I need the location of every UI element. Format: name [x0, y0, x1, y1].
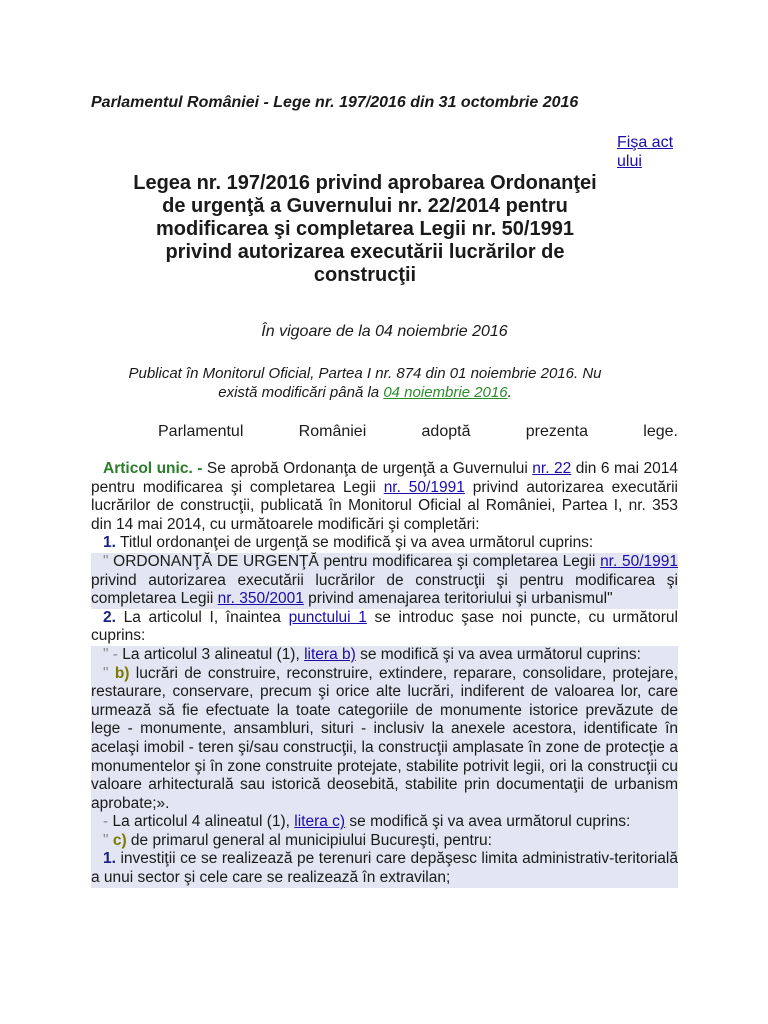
modification-date-link[interactable]: 04 noiembrie 2016	[383, 384, 508, 401]
subpoint-text: La articolul 3 alineatul (1),	[117, 645, 305, 663]
law-350-2001-link[interactable]: nr. 350/2001	[217, 590, 304, 608]
letter-content: lucrări de construire, reconstruire, extindere, reparare, consolidare, protejare, restaurare, conservare, precum şi orice alte lucrări, indiferent de valoarea lor, care urmează să fie efectuate la toate categoriile de monumente istorice prevăzute de lege - monumente, ansambluri, situri - inclusiv la anexele acestora, identificate în acelaşi imobil - teren şi/sau construcţii, la construcţii amplasate în zone de protecţie a monumentelor şi în zone construite protejate, stabilite potrivit legii, ori la construcţii cu valoare arhitecturală sau istorică deosebită, stabilite prin documentaţii de urbanism aprobate;».	[91, 664, 678, 812]
article-intro	[91, 460, 678, 534]
point-text: La articolul I, înaintea	[115, 608, 289, 626]
adopt-word: adoptă	[421, 423, 471, 440]
publication-end: .	[507, 384, 512, 401]
adopt-word: prezenta	[525, 423, 589, 440]
quote-mark: "	[103, 664, 109, 682]
quote-mark: " -	[103, 645, 118, 663]
quote-text: ORDONANŢĂ DE URGENŢĂ pentru modificarea şi completarea Legii	[108, 552, 601, 570]
quote-text: privind amenajarea teritoriului şi urbanismul"	[303, 590, 613, 608]
quoted-title	[91, 553, 678, 609]
letter-label: c)	[108, 831, 127, 849]
in-force-date: În vigoare de la 04 noiembrie 2016	[261, 323, 508, 340]
publication-info	[120, 364, 610, 402]
quote-mark: "	[103, 552, 109, 570]
point-number: 2.	[103, 608, 116, 626]
punctului-1-link[interactable]: punctului 1	[288, 608, 367, 626]
adopt-word: Parlamentul	[158, 423, 244, 440]
letter-c-text	[91, 832, 678, 851]
point-text: Titlul ordonanţei de urgenţă se modifică şi va avea următorul cuprins:	[115, 534, 594, 552]
quote-text: privind autorizarea executării lucrărilor de construcţii şi pentru modificarea şi completarea Legii	[91, 571, 678, 608]
subitem-text: investiţii ce se realizează pe terenuri care depăşesc limita administrativ-teritorială a unui sector şi cele care se realizează în extravilan;	[91, 850, 678, 887]
document-header: Parlamentul României - Lege nr. 197/2016 din 31 octombrie 2016	[91, 94, 579, 111]
article-text: din 6 mai 2014 pentru modificarea şi completarea Legii	[91, 460, 678, 496]
litera-c-link[interactable]: litera c)	[294, 813, 346, 831]
law-50-1991-link[interactable]: nr. 50/1991	[383, 478, 465, 496]
law-50-1991-link[interactable]: nr. 50/1991	[600, 552, 678, 570]
letter-label: b)	[108, 664, 130, 682]
article-text: Se aprobă Ordonanţa de urgenţă a Guvernului	[202, 460, 533, 477]
point-1	[91, 534, 678, 553]
point-2	[91, 609, 678, 646]
subpoint-art-4	[91, 813, 678, 832]
subpoint-text: se modifică şi va avea următorul cuprins:	[345, 813, 631, 831]
adoption-line	[158, 423, 678, 441]
dash-mark: -	[103, 813, 109, 831]
quote-mark: "	[103, 831, 109, 849]
publication-text: Publicat în Monitorul Oficial, Partea I nr. 874 din 01 noiembrie 2016. Nu există modificări până la	[128, 365, 602, 401]
article-body	[91, 460, 678, 888]
oug-22-link[interactable]: nr. 22	[532, 460, 572, 477]
subitem-number: 1.	[103, 850, 116, 868]
subpoint-art-3	[91, 646, 678, 665]
point-number: 1.	[103, 534, 116, 552]
fisa-actului-link[interactable]: Fişa actului	[617, 134, 674, 170]
adopt-word: României	[298, 423, 367, 440]
subpoint-text: se modifică şi va avea următorul cuprins:	[355, 645, 641, 663]
article-heading: Articol unic. -	[103, 460, 203, 477]
letter-b-text	[91, 665, 678, 814]
adopt-word: lege.	[643, 423, 678, 440]
litera-b-link[interactable]: litera b)	[304, 645, 356, 663]
subpoint-text: La articolul 4 alineatul (1),	[108, 813, 295, 831]
subitem-1	[91, 850, 678, 887]
law-title: Legea nr. 197/2016 privind aprobarea Ordonanţei de urgenţă a Guvernului nr. 22/2014 pentru modificarea şi completarea Legii nr. 50/1991 privind autorizarea executării lucrărilor de construcţii	[133, 172, 597, 286]
letter-content: de primarul general al municipiului Bucureşti, pentru:	[126, 831, 492, 849]
point-text: se introduc şase noi puncte, cu următorul cuprins:	[91, 608, 678, 645]
article-text: privind autorizarea executării lucrărilor de construcţii, publicată în Monitorul Oficial al României, Partea I, nr. 353 din 14 mai 2014, cu următoarele modificări şi completări:	[91, 478, 678, 533]
